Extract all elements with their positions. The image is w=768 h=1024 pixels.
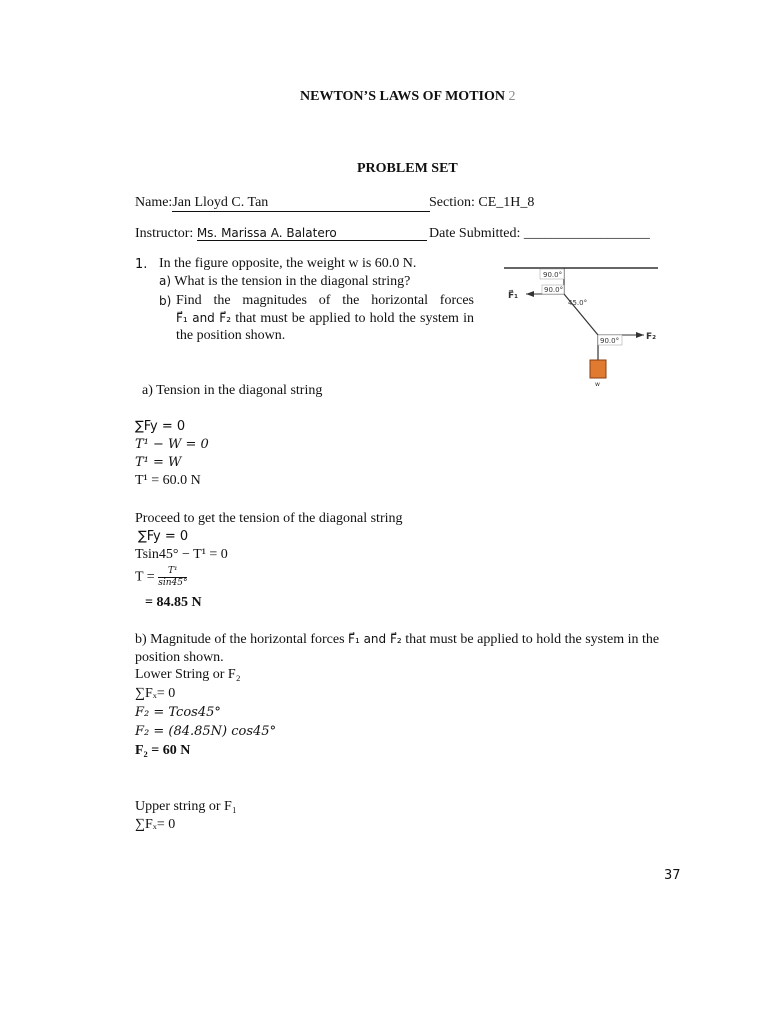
upper-string-label: Upper string or F₁ bbox=[135, 799, 237, 814]
name-label: Name: bbox=[135, 195, 173, 210]
problem-statement: In the figure opposite, the weight w is 60.0 N. bbox=[159, 256, 417, 271]
angle-top-label: 90.0° bbox=[543, 271, 563, 279]
a-eq-t1-equals-w: T¹ = W bbox=[135, 455, 182, 470]
angle-diag-label: 45.0° bbox=[568, 299, 588, 307]
f2-arrow bbox=[636, 332, 644, 338]
fraction-numerator: T¹ bbox=[158, 566, 187, 578]
f1-label: F⃗₁ bbox=[508, 291, 519, 301]
fraction bbox=[158, 566, 187, 589]
u-eq-sum-fx: ∑Fₓ= 0 bbox=[135, 817, 176, 832]
fraction-denominator: sin45° bbox=[158, 578, 188, 588]
part-b-line2: F⃗₁ and F⃗₂ that must be applied to hold the system in bbox=[176, 310, 474, 326]
a-eq-sum-fy: ∑Fy = 0 bbox=[135, 419, 186, 434]
part-b-question bbox=[176, 292, 474, 345]
p-eq-fraction bbox=[135, 566, 187, 589]
title-number: 2 bbox=[508, 89, 516, 104]
p-eq-result: = 84.85 N bbox=[145, 595, 202, 610]
l-eq-f2-substituted: F₂ = (84.85N) cos45° bbox=[135, 724, 277, 739]
part-a-question bbox=[159, 274, 410, 290]
part-b-heading: b) Magnitude of the horizontal forces F⃗₁ and F⃗₂ that must be applied to hold the system in the bbox=[135, 632, 660, 647]
page-title bbox=[300, 89, 515, 105]
p-eq-sum-fy: ∑Fy = 0 bbox=[138, 529, 189, 544]
name-field bbox=[135, 195, 430, 212]
name-value: Jan Lloyd C. Tan bbox=[172, 195, 430, 212]
p-eq-t-lhs: T = bbox=[135, 569, 159, 585]
page-number: 37 bbox=[664, 868, 681, 883]
date-field bbox=[429, 226, 650, 242]
date-blank: __________________ bbox=[523, 226, 650, 241]
b-heading-vectors: F⃗₁ and F⃗₂ bbox=[348, 632, 402, 646]
weight-block bbox=[590, 360, 606, 378]
problem-set-heading: PROBLEM SET bbox=[357, 161, 458, 176]
section-field: Section: CE_1H_8 bbox=[429, 195, 535, 210]
instructor-field bbox=[135, 226, 427, 242]
weight-label: w bbox=[595, 381, 600, 388]
instructor-label: Instructor: bbox=[135, 226, 197, 241]
f1-arrow bbox=[526, 291, 534, 297]
part-b-heading-cont: position shown. bbox=[135, 650, 224, 665]
f2-label: F₂ bbox=[646, 332, 657, 342]
l-eq-sum-fx: ∑Fₓ= 0 bbox=[135, 686, 176, 701]
part-b-line1: Find the magnitudes of the horizontal forces bbox=[176, 293, 474, 308]
lower-string-label: Lower String or F₂ bbox=[135, 667, 241, 682]
angle-mid-label: 90.0° bbox=[544, 286, 564, 294]
part-b-vectors: F⃗₁ and F⃗₂ bbox=[176, 310, 232, 325]
a-eq-t1-minus-w: T¹ − W = 0 bbox=[135, 437, 209, 452]
angle-bottom-label: 90.0° bbox=[600, 337, 620, 345]
part-a-heading: a) Tension in the diagonal string bbox=[142, 383, 323, 398]
part-a-text: What is the tension in the diagonal string? bbox=[174, 274, 411, 289]
title-text: NEWTON’S LAWS OF MOTION bbox=[300, 89, 505, 104]
part-b-marker: b) bbox=[159, 294, 172, 308]
proceed-text: Proceed to get the tension of the diagonal string bbox=[135, 511, 403, 526]
part-b-line3: the position shown. bbox=[176, 328, 286, 343]
l-eq-f2-tcos: F₂ = Tcos45° bbox=[135, 705, 221, 720]
instructor-value: Ms. Marissa A. Balatero bbox=[197, 226, 427, 241]
a-eq-t1-value: T¹ = 60.0 N bbox=[135, 473, 201, 488]
part-a-marker: a) bbox=[159, 274, 172, 288]
l-eq-f2-result: F₂ = 60 N bbox=[135, 743, 191, 758]
force-diagram bbox=[502, 260, 662, 400]
problem-number: 1. bbox=[135, 257, 148, 272]
p-eq-tsin45: Tsin45° − T¹ = 0 bbox=[135, 547, 228, 562]
date-label: Date Submitted: bbox=[429, 226, 524, 241]
